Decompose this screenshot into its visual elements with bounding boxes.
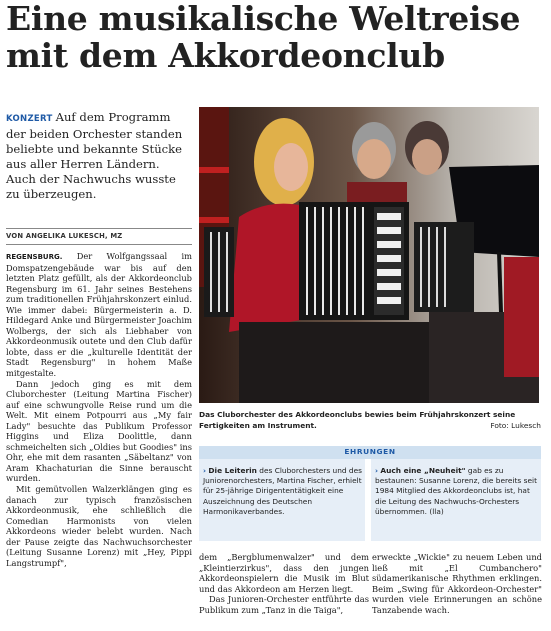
lead-paragraph bbox=[6, 110, 192, 202]
info-box-title: EHRUNGEN bbox=[344, 447, 396, 456]
article-column-2 bbox=[199, 552, 369, 615]
byline-divider bbox=[6, 244, 192, 245]
dateline: REGENSBURG. bbox=[6, 253, 63, 261]
lead-text: Auf dem Programm der beiden Orchester standen beliebte und bekannte Stücke aus aller Herren Ländern. Auch der Nachwuchs wusste zu überzeugen. bbox=[6, 110, 183, 201]
headline-line-2: mit dem Akkordeonclub bbox=[6, 36, 445, 75]
column-2-paragraph-1: dem „Bergblumenwalzer" und dem „Kleintierzirkus", dass den jungen Akkordeonspielern die Musik im Blut und das Akkordeon am Herzen liegt. bbox=[199, 552, 369, 594]
info-item-text: des Cluborchesters und des Juniorenorchesters, Martina Fischer, erhielt für 25-jährige Dirigententätigkeit eine Auszeichnung des Deutschen Harmonikaverbandes. bbox=[203, 466, 363, 516]
body-paragraph-2: Dann jedoch ging es mit dem Cluborchester (Leitung Martina Fischer) auf eine schwungvolle Reise rund um die Welt. Mit einem Potpourri aus „My fair Lady" besuchte das Publikum Professor Higgins und Eliza Doolittle, dann schmeichelten sich „Oldies but Goodies" ins Ohr, ehe mit dem rasanten „Säbeltanz" von Aram Khachaturian die Sinne berauscht wurden. bbox=[6, 378, 192, 484]
photo-caption bbox=[199, 409, 541, 431]
column-3-paragraph-1: erweckte „Wickie" zu neuem Leben und ließ mit „El Cumbanchero" südamerikanische Rhythmen erklingen. Beim „Swing für Akkordeon-Orchester" wurden viele Erinnerungen an schöne Tanzabende wach. bbox=[372, 552, 542, 615]
info-item-leader bbox=[203, 466, 363, 517]
headline-line-1: Eine musikalische Weltreise bbox=[6, 0, 521, 38]
headline bbox=[6, 0, 551, 74]
photo-credit: Foto: Lukesch bbox=[490, 421, 541, 430]
info-item-novelty bbox=[375, 466, 539, 517]
body-paragraph-1: REGENSBURG. Der Wolfgangssaal im Domspatzengebäude war bis auf den letzten Platz gefüllt, als der Akkordeonclub Regensburg im 61. Jahr seines Bestehens zum traditionellen Frühjahrskonzert einlud. Wie immer dabei: Bürgermeisterin a. D. Hildegard Anke und Bürgermeister Joachim Wolbergs, der sich als Liebhaber von Akkordeonmusik outete und den Club dafür lobte, dass er die „kulturelle Identität der Stadt Regensburg" in hohem Maße mitgestalte. bbox=[6, 251, 193, 379]
article-body-column bbox=[6, 251, 192, 568]
caption-text: Das Cluborchester des Akkordeonclubs bewies beim Frühjahrskonzert seine Fertigkeiten am Instrument. bbox=[199, 410, 516, 430]
bullet-arrow-icon: › bbox=[203, 466, 207, 475]
orchestra-photo-image bbox=[199, 107, 539, 403]
info-item-text: gab es zu bestaunen: Susanne Lorenz, die bereits seit 1984 Mitglied des Akkordeonclubs ist, hat die Leitung des Nachwuchs-Orchesters übernommen. (lla) bbox=[375, 466, 537, 516]
body-paragraph-3: Mit gemütvollen Walzerklängen ging es danach zur typisch französischen Akkordeonmusik, ehe schließlich die Comedian Harmonists von vielen Akkordeons wieder belebt wurden. Nach der Pause zeigte das Nachwuchsorchester (Leitung Susanne Lorenz) mit „Hey, Pippi Langstrumpf", bbox=[6, 484, 192, 568]
article-column-3 bbox=[372, 552, 542, 615]
info-item-lead: Die Leiterin bbox=[208, 466, 257, 475]
bullet-arrow-icon: › bbox=[375, 466, 379, 475]
lead-divider bbox=[6, 228, 192, 229]
kicker-label: KONZERT bbox=[6, 114, 53, 124]
column-2-paragraph-2: Das Junioren-Orchester entführte das Publikum zum „Tanz in die Taiga", bbox=[199, 594, 369, 615]
article-photo bbox=[199, 107, 539, 403]
byline: VON ANGELIKA LUKESCH, MZ bbox=[6, 232, 123, 240]
info-item-lead: Auch eine „Neuheit" bbox=[380, 466, 466, 475]
